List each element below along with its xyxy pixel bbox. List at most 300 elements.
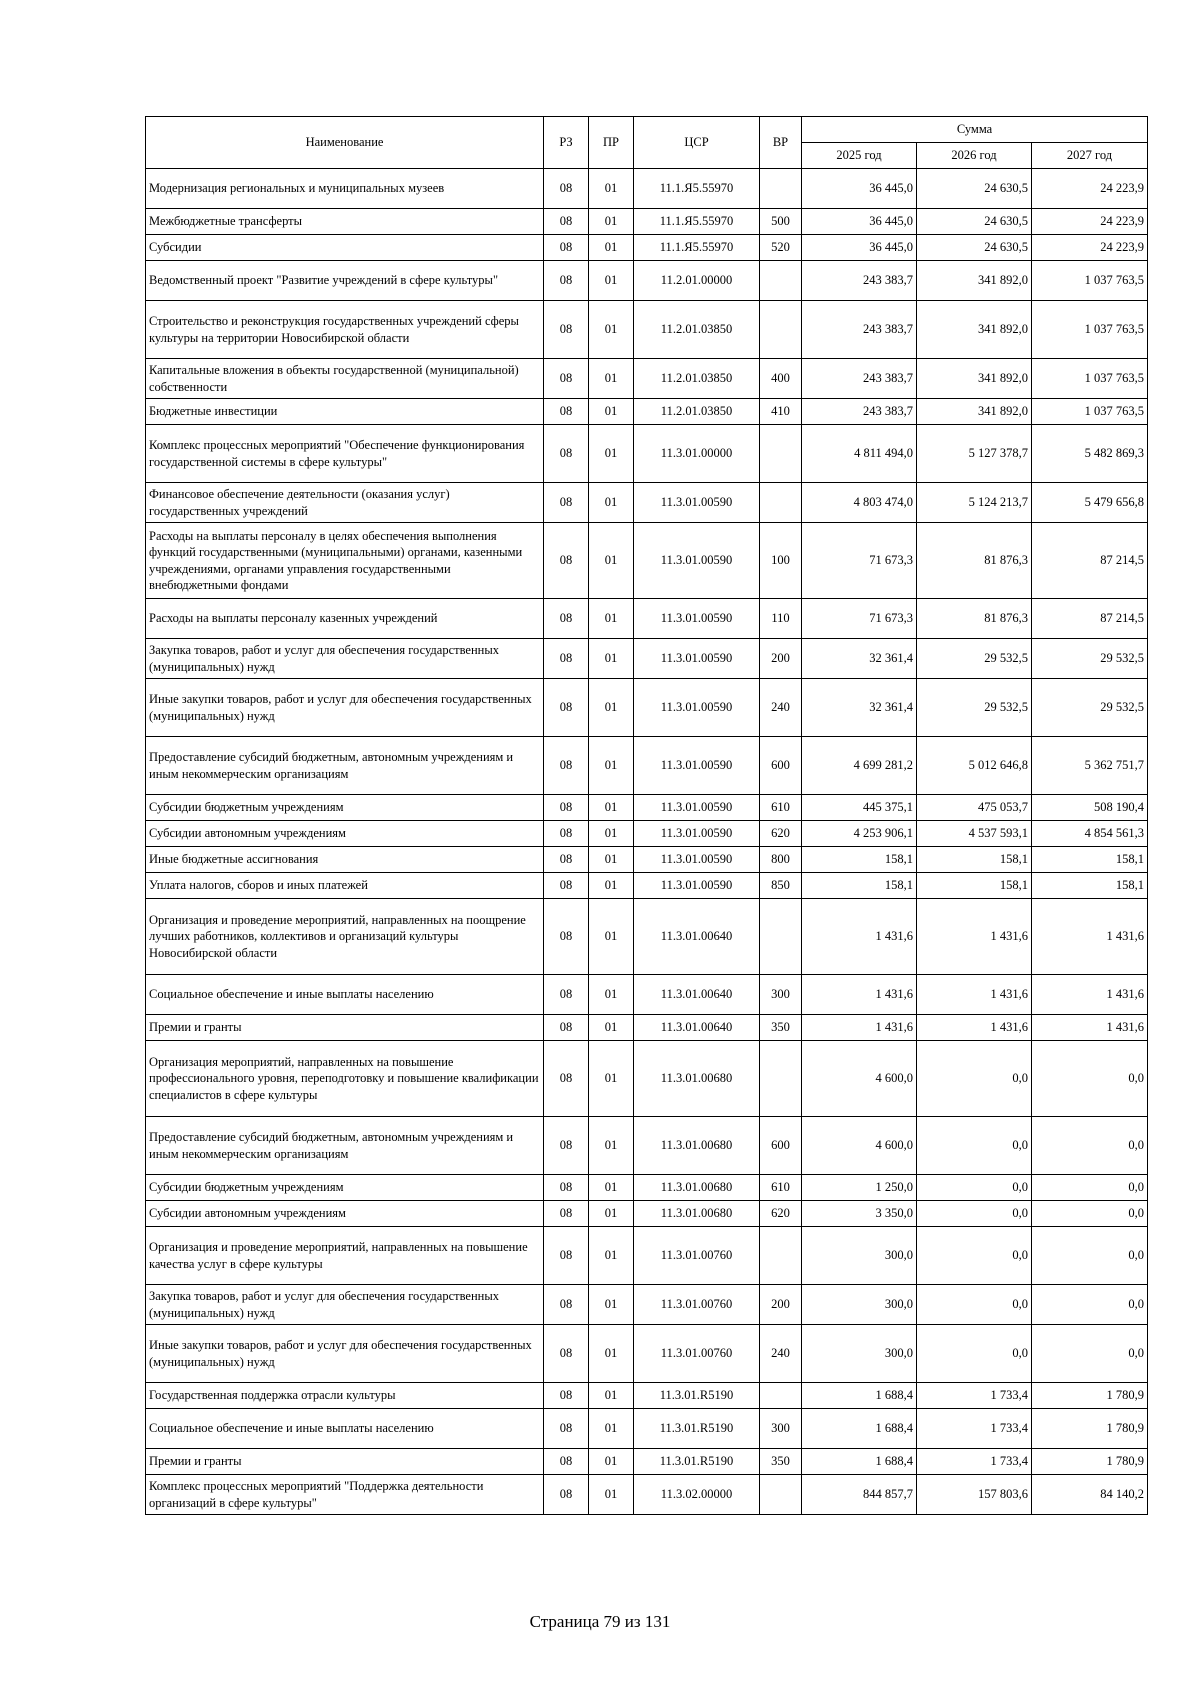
row-sum-2025: 71 673,3 [802, 599, 917, 639]
table-row [146, 899, 1148, 975]
row-csr: 11.3.01.00680 [634, 1175, 760, 1201]
row-csr: 11.1.Я5.55970 [634, 235, 760, 261]
row-pr: 01 [589, 1015, 634, 1041]
row-name: Иные закупки товаров, работ и услуг для обеспечения государственных (муниципальных) нужд [146, 679, 544, 737]
row-csr: 11.2.01.03850 [634, 359, 760, 399]
row-rz: 08 [544, 899, 589, 975]
table-row [146, 1041, 1148, 1117]
row-sum-2026: 0,0 [917, 1041, 1032, 1117]
row-rz: 08 [544, 847, 589, 873]
row-vr: 500 [760, 209, 802, 235]
row-pr: 01 [589, 523, 634, 599]
table-row [146, 1227, 1148, 1285]
row-sum-2025: 300,0 [802, 1325, 917, 1383]
row-rz: 08 [544, 209, 589, 235]
row-rz: 08 [544, 235, 589, 261]
row-rz: 08 [544, 821, 589, 847]
row-sum-2026: 5 012 646,8 [917, 737, 1032, 795]
row-sum-2026: 157 803,6 [917, 1475, 1032, 1515]
row-rz: 08 [544, 1117, 589, 1175]
row-sum-2027: 1 780,9 [1032, 1409, 1148, 1449]
row-sum-2026: 81 876,3 [917, 523, 1032, 599]
row-sum-2027: 1 037 763,5 [1032, 399, 1148, 425]
row-name: Предоставление субсидий бюджетным, автономным учреждениям и иным некоммерческим организациям [146, 1117, 544, 1175]
row-sum-2026: 4 537 593,1 [917, 821, 1032, 847]
row-csr: 11.3.01.00680 [634, 1117, 760, 1175]
table-row [146, 209, 1148, 235]
row-name: Государственная поддержка отрасли культуры [146, 1383, 544, 1409]
row-pr: 01 [589, 1201, 634, 1227]
row-rz: 08 [544, 1383, 589, 1409]
row-sum-2026: 341 892,0 [917, 399, 1032, 425]
header-vr: ВР [760, 117, 802, 169]
row-csr: 11.3.01.00590 [634, 795, 760, 821]
row-csr: 11.3.01.00590 [634, 873, 760, 899]
table-row [146, 737, 1148, 795]
row-sum-2025: 4 253 906,1 [802, 821, 917, 847]
header-pr: ПР [589, 117, 634, 169]
table-row [146, 359, 1148, 399]
row-vr: 300 [760, 1409, 802, 1449]
row-vr [760, 169, 802, 209]
row-sum-2027: 0,0 [1032, 1325, 1148, 1383]
row-sum-2025: 1 431,6 [802, 1015, 917, 1041]
row-vr: 610 [760, 1175, 802, 1201]
row-sum-2027: 1 431,6 [1032, 975, 1148, 1015]
row-sum-2027: 5 479 656,8 [1032, 483, 1148, 523]
row-sum-2027: 29 532,5 [1032, 639, 1148, 679]
row-name: Предоставление субсидий бюджетным, автономным учреждениям и иным некоммерческим организациям [146, 737, 544, 795]
row-sum-2026: 1 733,4 [917, 1383, 1032, 1409]
row-rz: 08 [544, 1227, 589, 1285]
header-year-2027: 2027 год [1032, 143, 1148, 169]
row-rz: 08 [544, 1449, 589, 1475]
row-name: Межбюджетные трансферты [146, 209, 544, 235]
row-csr: 11.3.02.00000 [634, 1475, 760, 1515]
row-vr: 410 [760, 399, 802, 425]
row-name: Социальное обеспечение и иные выплаты населению [146, 975, 544, 1015]
row-vr [760, 899, 802, 975]
row-vr: 800 [760, 847, 802, 873]
row-sum-2025: 243 383,7 [802, 359, 917, 399]
table-row [146, 639, 1148, 679]
table-header [146, 117, 1148, 169]
row-name: Субсидии автономным учреждениям [146, 1201, 544, 1227]
row-pr: 01 [589, 737, 634, 795]
row-vr: 240 [760, 1325, 802, 1383]
row-csr: 11.2.01.03850 [634, 301, 760, 359]
row-sum-2027: 24 223,9 [1032, 235, 1148, 261]
row-pr: 01 [589, 599, 634, 639]
page-number: Страница 79 из 131 [529, 1612, 671, 1631]
row-sum-2025: 32 361,4 [802, 639, 917, 679]
row-sum-2027: 24 223,9 [1032, 169, 1148, 209]
table-row [146, 1475, 1148, 1515]
row-sum-2026: 341 892,0 [917, 301, 1032, 359]
row-csr: 11.3.01.R5190 [634, 1383, 760, 1409]
row-sum-2025: 36 445,0 [802, 235, 917, 261]
row-name: Закупка товаров, работ и услуг для обеспечения государственных (муниципальных) нужд [146, 639, 544, 679]
row-name: Премии и гранты [146, 1449, 544, 1475]
row-sum-2027: 0,0 [1032, 1041, 1148, 1117]
table-row [146, 795, 1148, 821]
row-sum-2027: 1 431,6 [1032, 1015, 1148, 1041]
row-sum-2026: 0,0 [917, 1175, 1032, 1201]
row-pr: 01 [589, 899, 634, 975]
row-sum-2026: 0,0 [917, 1325, 1032, 1383]
row-pr: 01 [589, 209, 634, 235]
table-row [146, 599, 1148, 639]
row-pr: 01 [589, 169, 634, 209]
table-row [146, 523, 1148, 599]
row-name: Комплекс процессных мероприятий "Обеспечение функционирования государственной системы в сфере культуры" [146, 425, 544, 483]
row-pr: 01 [589, 1325, 634, 1383]
row-vr: 100 [760, 523, 802, 599]
row-pr: 01 [589, 821, 634, 847]
row-vr: 350 [760, 1015, 802, 1041]
row-sum-2025: 300,0 [802, 1227, 917, 1285]
row-sum-2026: 24 630,5 [917, 235, 1032, 261]
row-csr: 11.3.01.00640 [634, 975, 760, 1015]
row-sum-2026: 0,0 [917, 1117, 1032, 1175]
row-sum-2026: 158,1 [917, 873, 1032, 899]
row-rz: 08 [544, 1041, 589, 1117]
row-pr: 01 [589, 483, 634, 523]
table-row [146, 873, 1148, 899]
row-rz: 08 [544, 873, 589, 899]
row-vr [760, 1475, 802, 1515]
table-row [146, 483, 1148, 523]
row-rz: 08 [544, 737, 589, 795]
row-vr: 520 [760, 235, 802, 261]
row-sum-2025: 1 688,4 [802, 1409, 917, 1449]
row-sum-2027: 0,0 [1032, 1175, 1148, 1201]
row-sum-2027: 24 223,9 [1032, 209, 1148, 235]
row-sum-2027: 158,1 [1032, 847, 1148, 873]
table-row [146, 169, 1148, 209]
header-csr: ЦСР [634, 117, 760, 169]
row-csr: 11.3.01.R5190 [634, 1449, 760, 1475]
row-rz: 08 [544, 399, 589, 425]
row-name: Организация и проведение мероприятий, направленных на поощрение лучших работников, коллективов и организаций культуры Новосибирской области [146, 899, 544, 975]
row-vr: 600 [760, 1117, 802, 1175]
row-pr: 01 [589, 1475, 634, 1515]
row-sum-2027: 1 037 763,5 [1032, 359, 1148, 399]
row-name: Социальное обеспечение и иные выплаты населению [146, 1409, 544, 1449]
row-sum-2026: 1 431,6 [917, 899, 1032, 975]
row-rz: 08 [544, 425, 589, 483]
row-pr: 01 [589, 847, 634, 873]
row-rz: 08 [544, 679, 589, 737]
row-sum-2026: 29 532,5 [917, 679, 1032, 737]
row-pr: 01 [589, 1041, 634, 1117]
row-csr: 11.1.Я5.55970 [634, 209, 760, 235]
row-vr: 300 [760, 975, 802, 1015]
row-pr: 01 [589, 1175, 634, 1201]
row-vr [760, 425, 802, 483]
row-csr: 11.3.01.00590 [634, 599, 760, 639]
row-name: Капитальные вложения в объекты государственной (муниципальной) собственности [146, 359, 544, 399]
row-vr: 620 [760, 821, 802, 847]
row-name: Ведомственный проект "Развитие учреждений в сфере культуры" [146, 261, 544, 301]
row-sum-2026: 81 876,3 [917, 599, 1032, 639]
row-sum-2027: 29 532,5 [1032, 679, 1148, 737]
row-sum-2027: 1 780,9 [1032, 1383, 1148, 1409]
table-row [146, 235, 1148, 261]
row-sum-2025: 4 699 281,2 [802, 737, 917, 795]
row-sum-2026: 1 733,4 [917, 1409, 1032, 1449]
row-csr: 11.3.01.00640 [634, 899, 760, 975]
row-rz: 08 [544, 1201, 589, 1227]
row-vr [760, 261, 802, 301]
row-pr: 01 [589, 399, 634, 425]
row-pr: 01 [589, 679, 634, 737]
row-name: Закупка товаров, работ и услуг для обеспечения государственных (муниципальных) нужд [146, 1285, 544, 1325]
row-name: Финансовое обеспечение деятельности (оказания услуг) государственных учреждений [146, 483, 544, 523]
row-sum-2027: 1 037 763,5 [1032, 261, 1148, 301]
row-csr: 11.1.Я5.55970 [634, 169, 760, 209]
row-sum-2027: 5 362 751,7 [1032, 737, 1148, 795]
row-name: Уплата налогов, сборов и иных платежей [146, 873, 544, 899]
row-sum-2026: 5 124 213,7 [917, 483, 1032, 523]
row-sum-2027: 84 140,2 [1032, 1475, 1148, 1515]
row-pr: 01 [589, 235, 634, 261]
row-sum-2025: 243 383,7 [802, 261, 917, 301]
row-sum-2025: 243 383,7 [802, 301, 917, 359]
row-pr: 01 [589, 359, 634, 399]
row-sum-2026: 24 630,5 [917, 209, 1032, 235]
row-sum-2027: 5 482 869,3 [1032, 425, 1148, 483]
table-row [146, 301, 1148, 359]
row-csr: 11.3.01.00590 [634, 639, 760, 679]
row-csr: 11.3.01.00760 [634, 1227, 760, 1285]
row-vr: 110 [760, 599, 802, 639]
row-rz: 08 [544, 483, 589, 523]
row-name: Организация мероприятий, направленных на повышение профессионального уровня, переподготовку и повышение квалификации специалистов в сфере культуры [146, 1041, 544, 1117]
row-name: Иные бюджетные ассигнования [146, 847, 544, 873]
row-sum-2027: 158,1 [1032, 873, 1148, 899]
row-rz: 08 [544, 795, 589, 821]
row-sum-2025: 243 383,7 [802, 399, 917, 425]
row-sum-2026: 24 630,5 [917, 169, 1032, 209]
row-sum-2025: 4 600,0 [802, 1117, 917, 1175]
row-name: Организация и проведение мероприятий, направленных на повышение качества услуг в сфере культуры [146, 1227, 544, 1285]
row-sum-2026: 1 431,6 [917, 1015, 1032, 1041]
row-pr: 01 [589, 1227, 634, 1285]
row-csr: 11.3.01.00590 [634, 821, 760, 847]
row-vr: 600 [760, 737, 802, 795]
table-row [146, 261, 1148, 301]
row-sum-2027: 0,0 [1032, 1285, 1148, 1325]
row-sum-2026: 5 127 378,7 [917, 425, 1032, 483]
row-sum-2027: 0,0 [1032, 1227, 1148, 1285]
row-rz: 08 [544, 1325, 589, 1383]
table-row [146, 821, 1148, 847]
row-name: Расходы на выплаты персоналу в целях обеспечения выполнения функций государственными (муниципальными) органами, казенными учреждениями, органами управления государственными внебюджетными фондами [146, 523, 544, 599]
row-csr: 11.2.01.03850 [634, 399, 760, 425]
row-rz: 08 [544, 261, 589, 301]
row-rz: 08 [544, 639, 589, 679]
row-sum-2026: 158,1 [917, 847, 1032, 873]
table-row [146, 679, 1148, 737]
row-sum-2025: 1 688,4 [802, 1449, 917, 1475]
row-name: Модернизация региональных и муниципальных музеев [146, 169, 544, 209]
row-pr: 01 [589, 639, 634, 679]
row-pr: 01 [589, 1117, 634, 1175]
row-pr: 01 [589, 261, 634, 301]
row-sum-2025: 158,1 [802, 873, 917, 899]
row-name: Премии и гранты [146, 1015, 544, 1041]
row-sum-2027: 1 780,9 [1032, 1449, 1148, 1475]
row-name: Субсидии бюджетным учреждениям [146, 1175, 544, 1201]
row-sum-2025: 4 803 474,0 [802, 483, 917, 523]
row-sum-2027: 0,0 [1032, 1117, 1148, 1175]
row-csr: 11.3.01.00680 [634, 1201, 760, 1227]
row-vr: 850 [760, 873, 802, 899]
row-csr: 11.3.01.00640 [634, 1015, 760, 1041]
row-sum-2025: 158,1 [802, 847, 917, 873]
table-row [146, 1117, 1148, 1175]
table-row [146, 425, 1148, 483]
row-sum-2026: 0,0 [917, 1285, 1032, 1325]
row-pr: 01 [589, 795, 634, 821]
row-name: Субсидии [146, 235, 544, 261]
row-vr [760, 1383, 802, 1409]
header-year-2025: 2025 год [802, 143, 917, 169]
row-rz: 08 [544, 1175, 589, 1201]
row-vr: 200 [760, 639, 802, 679]
table-row [146, 1449, 1148, 1475]
row-csr: 11.3.01.00000 [634, 425, 760, 483]
row-csr: 11.3.01.00590 [634, 523, 760, 599]
row-name: Строительство и реконструкция государственных учреждений сферы культуры на территории Новосибирской области [146, 301, 544, 359]
header-rz: РЗ [544, 117, 589, 169]
row-rz: 08 [544, 523, 589, 599]
row-csr: 11.3.01.00760 [634, 1325, 760, 1383]
row-sum-2025: 32 361,4 [802, 679, 917, 737]
row-name: Бюджетные инвестиции [146, 399, 544, 425]
table-row [146, 399, 1148, 425]
row-rz: 08 [544, 169, 589, 209]
row-sum-2025: 1 688,4 [802, 1383, 917, 1409]
table-row [146, 975, 1148, 1015]
row-pr: 01 [589, 1285, 634, 1325]
table-row [146, 1015, 1148, 1041]
row-csr: 11.2.01.00000 [634, 261, 760, 301]
row-sum-2027: 1 431,6 [1032, 899, 1148, 975]
row-csr: 11.3.01.00590 [634, 737, 760, 795]
row-sum-2025: 71 673,3 [802, 523, 917, 599]
row-sum-2027: 0,0 [1032, 1201, 1148, 1227]
row-sum-2025: 4 811 494,0 [802, 425, 917, 483]
row-sum-2025: 1 431,6 [802, 899, 917, 975]
row-sum-2027: 4 854 561,3 [1032, 821, 1148, 847]
row-name: Расходы на выплаты персоналу казенных учреждений [146, 599, 544, 639]
row-vr [760, 1227, 802, 1285]
row-csr: 11.3.01.00760 [634, 1285, 760, 1325]
row-vr [760, 301, 802, 359]
table-row [146, 847, 1148, 873]
row-sum-2027: 1 037 763,5 [1032, 301, 1148, 359]
row-sum-2027: 508 190,4 [1032, 795, 1148, 821]
row-pr: 01 [589, 1383, 634, 1409]
row-sum-2026: 341 892,0 [917, 359, 1032, 399]
row-sum-2025: 3 350,0 [802, 1201, 917, 1227]
row-sum-2025: 1 250,0 [802, 1175, 917, 1201]
row-sum-2027: 87 214,5 [1032, 599, 1148, 639]
row-name: Комплекс процессных мероприятий "Поддержка деятельности организаций в сфере культуры" [146, 1475, 544, 1515]
table-row [146, 1383, 1148, 1409]
row-rz: 08 [544, 1285, 589, 1325]
row-vr: 620 [760, 1201, 802, 1227]
row-sum-2026: 475 053,7 [917, 795, 1032, 821]
row-csr: 11.3.01.00590 [634, 679, 760, 737]
row-sum-2025: 36 445,0 [802, 209, 917, 235]
row-sum-2025: 300,0 [802, 1285, 917, 1325]
row-vr [760, 1041, 802, 1117]
row-csr: 11.3.01.00680 [634, 1041, 760, 1117]
row-sum-2026: 0,0 [917, 1201, 1032, 1227]
budget-table [145, 116, 1148, 1515]
header-sum: Сумма [802, 117, 1148, 143]
row-rz: 08 [544, 359, 589, 399]
row-sum-2025: 844 857,7 [802, 1475, 917, 1515]
row-vr: 610 [760, 795, 802, 821]
row-csr: 11.3.01.R5190 [634, 1409, 760, 1449]
row-rz: 08 [544, 1409, 589, 1449]
row-vr: 400 [760, 359, 802, 399]
table-body [146, 169, 1148, 1515]
row-sum-2027: 87 214,5 [1032, 523, 1148, 599]
row-pr: 01 [589, 301, 634, 359]
row-sum-2025: 4 600,0 [802, 1041, 917, 1117]
table-row [146, 1201, 1148, 1227]
row-sum-2026: 1 431,6 [917, 975, 1032, 1015]
table-row [146, 1285, 1148, 1325]
row-rz: 08 [544, 1475, 589, 1515]
row-rz: 08 [544, 975, 589, 1015]
table-row [146, 1409, 1148, 1449]
row-name: Субсидии бюджетным учреждениям [146, 795, 544, 821]
row-sum-2025: 1 431,6 [802, 975, 917, 1015]
row-vr [760, 483, 802, 523]
row-sum-2026: 0,0 [917, 1227, 1032, 1285]
row-pr: 01 [589, 873, 634, 899]
header-year-2026: 2026 год [917, 143, 1032, 169]
row-pr: 01 [589, 1449, 634, 1475]
row-csr: 11.3.01.00590 [634, 847, 760, 873]
row-rz: 08 [544, 599, 589, 639]
row-name: Иные закупки товаров, работ и услуг для обеспечения государственных (муниципальных) нужд [146, 1325, 544, 1383]
header-name: Наименование [146, 117, 544, 169]
row-pr: 01 [589, 975, 634, 1015]
row-sum-2026: 29 532,5 [917, 639, 1032, 679]
row-sum-2026: 341 892,0 [917, 261, 1032, 301]
row-sum-2025: 36 445,0 [802, 169, 917, 209]
row-pr: 01 [589, 1409, 634, 1449]
row-vr: 240 [760, 679, 802, 737]
table-row [146, 1175, 1148, 1201]
row-sum-2025: 445 375,1 [802, 795, 917, 821]
row-sum-2026: 1 733,4 [917, 1449, 1032, 1475]
row-name: Субсидии автономным учреждениям [146, 821, 544, 847]
row-csr: 11.3.01.00590 [634, 483, 760, 523]
row-vr: 200 [760, 1285, 802, 1325]
table-row [146, 1325, 1148, 1383]
row-vr: 350 [760, 1449, 802, 1475]
row-pr: 01 [589, 425, 634, 483]
row-rz: 08 [544, 1015, 589, 1041]
